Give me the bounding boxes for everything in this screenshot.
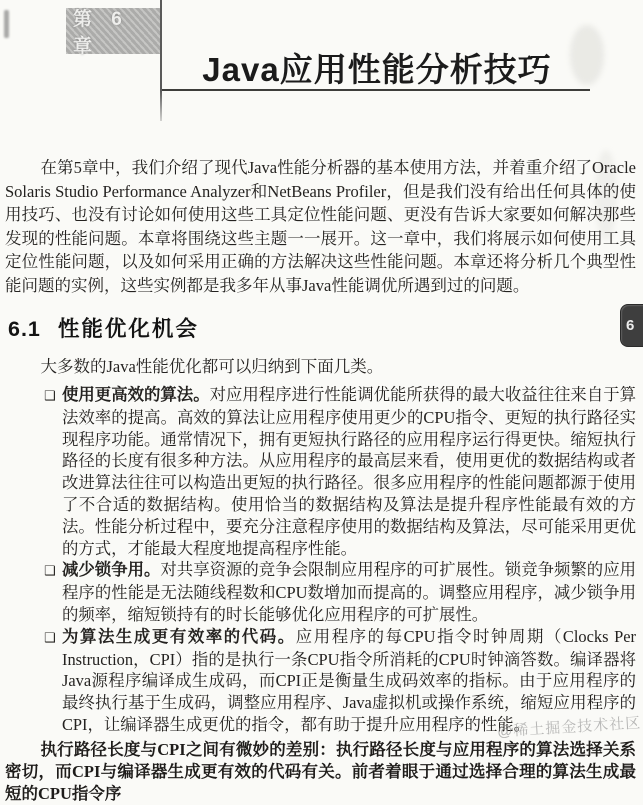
bullet-text [62, 626, 636, 736]
list-item [44, 626, 636, 736]
chapter-title: Java应用性能分析技巧 [202, 51, 552, 88]
scan-artifact [570, 25, 604, 85]
bullet-text [62, 384, 636, 559]
chapter-side-tab: 6 [620, 304, 643, 347]
intro-paragraph: 在第5章中，我们介绍了现代Java性能分析器的基本使用方法，并着重介绍了Oracle Solaris Studio Performance Analyzer和NetBeans Profiler，但是我们没有给出任何具体的使用技巧、也没有讨论如何使用这些工具定位性能问题、更没有告诉大家要如何解决那些发现的性能问题。本章将围绕这些主题一一展开。这一章中，我们将展示如何使用工具定位性能问题，以及如何采用正确的方法解决这些性能问题。本章还将分析几个典型性能问题的实例，这些实例都是我多年从事Java性能调优所遇到过的问题。 [5, 158, 636, 295]
section-number: 6.1 [8, 317, 41, 341]
page-body [0, 156, 643, 805]
bullet-head: 减少锁争用。 [62, 561, 161, 580]
title-underline [162, 89, 590, 91]
section-title: 性能优化机会 [57, 317, 199, 341]
bullet-head: 使用更高效的算法。 [62, 386, 210, 404]
square-bullet-icon: ❑ [44, 630, 56, 646]
bullet-text [62, 559, 636, 625]
bullet-body: 对共享资源的竞争会限制应用程序的可扩展性。锁竞争频繁的应用程序的性能是无法随线程数和CPU数增加而提高的。调整应用程序，减少锁争用的频率，缩短锁持有的时长能够优化应用程序的可扩展性。 [62, 560, 637, 624]
bullet-list [5, 384, 636, 736]
chapter-header [0, 0, 643, 120]
bullet-body: 对应用程序进行性能调优能所获得的最大收益往往来自于算法效率的提高。高效的算法让应用程序使用更少的CPU指令、更短的执行路径实现程序功能。通常情况下，拥有更短执行路径的应用程序运行得更快。缩短执行路径的长度有很多种方法。从应用程序的最高层来看，使用更优的数据结构或者改进算法往往可以构造出更短的执行路径。很多应用程序的性能问题都源于使用了不合适的数据结构。使用恰当的数据结构及算法是提升程序性能最有效的方法。性能分析过程中，要充分注意程序使用的数据结构及算法，尽可能采用更优的方式，才能最大程度地提高程序性能。 [62, 385, 637, 558]
square-bullet-icon: ❑ [44, 389, 56, 404]
header-vertical-rule [160, 0, 162, 121]
watermark: @稀土掘金技术社区 [496, 714, 642, 741]
section-lead-paragraph: 大多数的Java性能优化都可以归纳到下面几类。 [40, 357, 384, 376]
bullet-head: 为算法生成更有效率的代码。 [62, 627, 296, 646]
scan-artifact [4, 10, 9, 38]
section-heading [8, 312, 636, 343]
square-bullet-icon: ❑ [44, 564, 56, 580]
list-item [44, 384, 636, 559]
bullet-body: 应用程序的每CPU指令时钟周期（Clocks Per Instruction，CPI）指的是执行一条CPU指令所消耗的CPU时钟滴答数。编译器将Java源程序编译成生成码，而CPI正是衡量生成码效率的指标。由于应用程序的最终执行基于生成码，调整应用程序、Java虚拟机或操作系统，缩短应用程序的CPI，让编译器生成更优的指令，都有助于提升应用程序的性能。 [62, 626, 636, 734]
list-item [44, 559, 636, 625]
chapter-number-badge: 第 6 章 [66, 8, 161, 54]
closing-paragraph: 执行路径长度与CPI之间有微妙的差别：执行路径长度与应用程序的算法选择关系密切，而CPI与编译器生成更有效的代码有关。前者着眼于通过选择合理的算法生成最短的CPU指令序 [5, 739, 636, 803]
